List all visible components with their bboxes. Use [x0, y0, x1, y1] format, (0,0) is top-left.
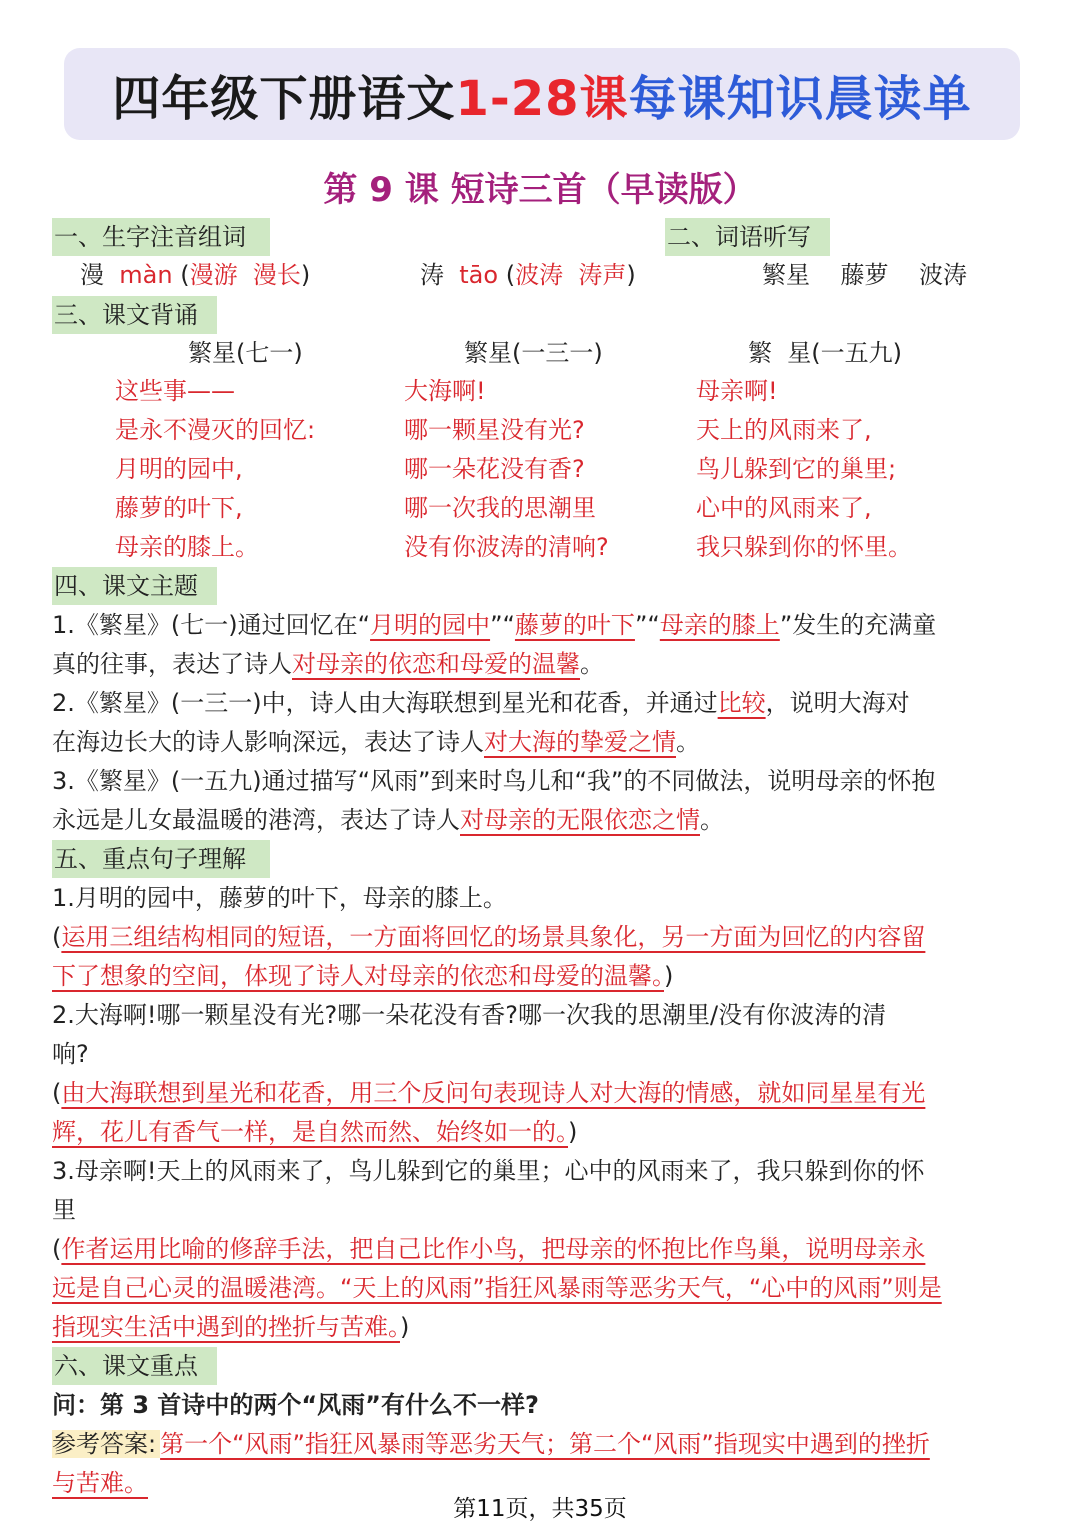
theme-1-text-a: 1.《繁星》(七一)通过回忆在“: [52, 611, 371, 639]
theme-1-text-g: ”发生的充满童: [779, 611, 937, 639]
key-answer-line-1: [52, 1425, 930, 1464]
char-2: 涛: [420, 261, 444, 289]
theme-1-text-h: 真的往事，表达了诗人: [52, 650, 292, 678]
poem-title-1: 繁星(七一): [188, 339, 303, 367]
theme-3-line-2: [52, 801, 724, 840]
theme-2-line-2: [52, 723, 700, 762]
sentence-1-analysis-line-1: [52, 918, 925, 957]
theme-1-key-1: 月明的园中: [370, 611, 491, 639]
paren-open-a1: (: [52, 923, 62, 951]
section-heading-3: 三、课文背诵: [52, 296, 217, 334]
theme-3-text-d: 。: [700, 806, 724, 834]
analysis-3-text-3: 指现实生活中遇到的挫折与苦难。: [52, 1313, 400, 1341]
pinyin-1: màn: [119, 261, 173, 289]
analysis-2-text-2: 辉，花儿有香气一样，是自然而然、始终如一的。: [52, 1118, 568, 1146]
section-heading-6: 六、课文重点: [52, 1347, 217, 1385]
sentence-3-analysis-line-1: [52, 1230, 925, 1269]
theme-2-text-a: 2.《繁星》(一三一)中，诗人由大海联想到星光和花香，并通过: [52, 689, 718, 717]
page-number: 第11页，共35页: [453, 1496, 627, 1522]
poem-1-line-3: 月明的园中,: [115, 455, 243, 483]
paren-close-2: ): [626, 261, 636, 289]
poem-1-line-2: 是永不漫灭的回忆:: [115, 416, 316, 444]
char-entry-1: [80, 256, 310, 295]
poem-1-line-5: 母亲的膝上。: [115, 533, 259, 561]
sentence-2-line-1: 2.大海啊!哪一颗星没有光?哪一朵花没有香?哪一次我的思潮里/没有你波涛的清: [52, 1001, 887, 1029]
sentence-3-line-1: 3.母亲啊!天上的风雨来了，鸟儿躲到它的巢里；心中的风雨来了，我只躲到你的怀: [52, 1157, 925, 1185]
paren-close-a3: ): [400, 1313, 410, 1341]
paren-open-a3: (: [52, 1235, 62, 1263]
analysis-2-text-1: 由大海联想到星光和花香，用三个反问句表现诗人对大海的情感，就如同星星有光: [61, 1079, 926, 1107]
poem-3-line-4: 心中的风雨来了,: [696, 494, 872, 522]
paren-close-a1: ): [664, 962, 674, 990]
sentence-1-analysis-line-2: [52, 957, 673, 996]
theme-2-text-d: 在海边长大的诗人影响深远，表达了诗人: [52, 728, 484, 756]
poem-3-line-2: 天上的风雨来了,: [696, 416, 872, 444]
analysis-1-text-1: 运用三组结构相同的短语，一方面将回忆的场景具象化，另一方面为回忆的内容留: [61, 923, 926, 951]
answer-text-1: 第一个“风雨”指狂风暴雨等恶劣天气；第二个“风雨”指现实中遇到的挫折: [160, 1430, 930, 1458]
analysis-3-text-2: 远是自己心灵的温暖港湾。“天上的风雨”指狂风暴雨等恶劣天气，“心中的风雨”则是: [52, 1274, 942, 1302]
key-question: 问：第 3 首诗中的两个“风雨”有什么不一样?: [52, 1391, 539, 1419]
words-1: 漫游 漫长: [189, 261, 301, 289]
poem-3-line-3: 鸟儿躲到它的巢里;: [696, 455, 897, 483]
poem-title-3: 繁 星(一五九): [748, 339, 902, 367]
sentence-3-analysis-line-3: [52, 1308, 409, 1347]
theme-2-text-f: 。: [676, 728, 700, 756]
theme-2-text-c: ，说明大海对: [765, 689, 910, 717]
answer-text-2: 与苦难。: [52, 1469, 148, 1497]
theme-1-text-e: ”“: [634, 611, 660, 639]
sentence-2-line-2: 响?: [52, 1040, 89, 1068]
char-1: 漫: [80, 261, 104, 289]
answer-label: 参考答案:: [52, 1430, 160, 1458]
sentence-2-analysis-line-2: [52, 1113, 577, 1152]
theme-3-text-b: 永远是儿女最温暖的港湾，表达了诗人: [52, 806, 460, 834]
poem-2-line-2: 哪一颗星没有光?: [404, 416, 585, 444]
paren-close-1: ): [300, 261, 311, 289]
char-entry-2: [420, 256, 636, 295]
theme-2-key-2: 对大海的挚爱之情: [484, 728, 676, 756]
pinyin-2: tāo: [459, 261, 499, 289]
paren-open-1: (: [180, 261, 190, 289]
theme-1-key-4: 对母亲的依恋和母爱的温馨: [292, 650, 580, 678]
paren-close-a2: ): [568, 1118, 578, 1146]
sentence-2-analysis-line-1: [52, 1074, 925, 1113]
poem-1-line-4: 藤萝的叶下,: [115, 494, 243, 522]
theme-1-key-3: 母亲的膝上: [659, 611, 780, 639]
poem-2-line-1: 大海啊!: [404, 377, 486, 405]
dictation-words: 繁星 藤萝 波涛: [762, 261, 968, 289]
theme-2-line-1: [52, 684, 910, 723]
title-banner: [64, 48, 1020, 140]
theme-1-key-2: 藤萝的叶下: [514, 611, 635, 639]
lesson-title: 第 9 课 短诗三首（早读版）: [323, 170, 757, 210]
analysis-1-text-2: 下了想象的空间，体现了诗人对母亲的依恋和母爱的温馨。: [52, 962, 664, 990]
theme-3-line-1: 3.《繁星》(一五九)通过描写“风雨”到来时鸟儿和“我”的不同做法，说明母亲的怀抱: [52, 767, 936, 795]
poem-2-line-3: 哪一朵花没有香?: [404, 455, 585, 483]
paren-open-2: (: [505, 261, 516, 289]
theme-1-text-c: ”“: [490, 611, 515, 639]
section-heading-5: 五、重点句子理解: [52, 840, 270, 878]
poem-3-line-5: 我只躲到你的怀里。: [696, 533, 912, 561]
theme-1-line-1: [52, 606, 936, 645]
banner-title-part1: 四年级下册语文: [112, 70, 456, 127]
theme-3-key-1: 对母亲的无限依恋之情: [460, 806, 700, 834]
sentence-1: 1.月明的园中，藤萝的叶下，母亲的膝上。: [52, 884, 507, 912]
theme-2-key-1: 比较: [717, 689, 766, 717]
analysis-3-text-1: 作者运用比喻的修辞手法，把自己比作小鸟，把母亲的怀抱比作鸟巢，说明母亲永: [61, 1235, 926, 1263]
sentence-3-analysis-line-2: [52, 1269, 942, 1308]
sentence-3-line-2: 里: [52, 1196, 76, 1224]
banner-title-part3: 每课知识晨读单: [628, 70, 972, 127]
words-2: 波涛 涛声: [515, 261, 627, 289]
theme-1-text-j: 。: [580, 650, 604, 678]
poem-title-2: 繁星(一三一): [464, 339, 603, 367]
banner-title-part2: 1-28课: [455, 70, 629, 127]
theme-1-line-2: [52, 645, 604, 684]
poem-3-line-1: 母亲啊!: [696, 377, 778, 405]
section-heading-4: 四、课文主题: [52, 567, 217, 605]
poem-2-line-5: 没有你波涛的清响?: [404, 533, 609, 561]
section-heading-2: 二、词语听写: [665, 218, 830, 256]
paren-open-a2: (: [52, 1079, 62, 1107]
poem-1-line-1: 这些事——: [115, 377, 235, 405]
section-heading-1: 一、生字注音组词: [52, 218, 270, 256]
poem-2-line-4: 哪一次我的思潮里: [404, 494, 596, 522]
